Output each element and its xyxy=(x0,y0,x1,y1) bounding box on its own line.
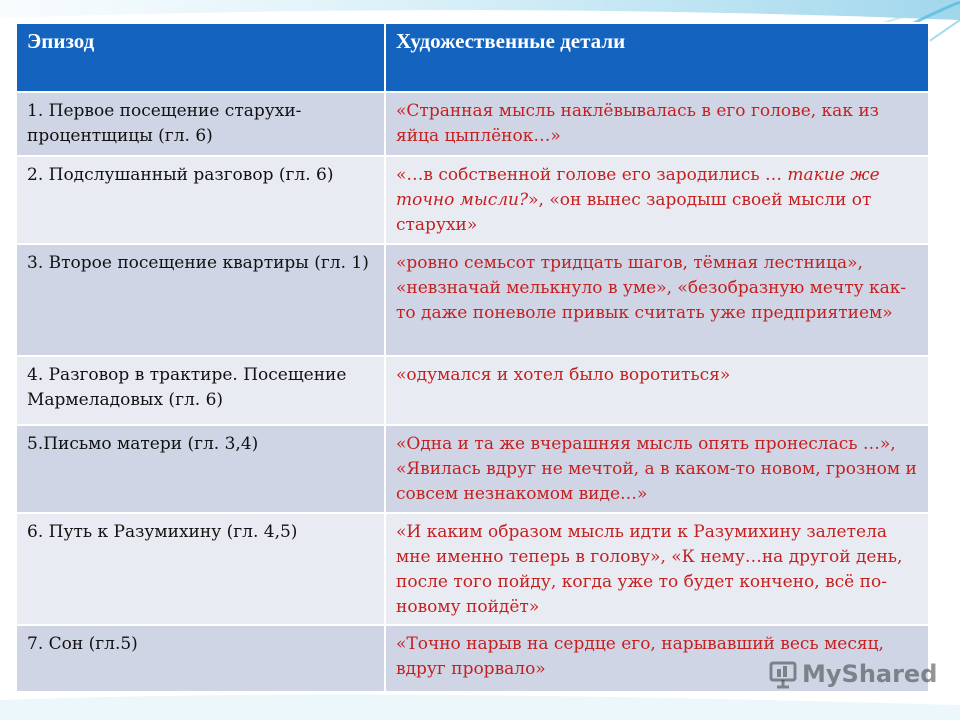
table-row xyxy=(16,513,929,625)
header-episode: Эпизод xyxy=(16,23,385,92)
watermark-text: MyShared xyxy=(802,660,938,688)
episode-cell: 6. Путь к Разумихину (гл. 4,5) xyxy=(16,513,385,625)
watermark-logo xyxy=(768,657,937,691)
details-cell: «Одна и та же вчерашняя мысль опять пронеслась …», «Явилась вдруг не мечтой, а в каком-то новом, грозном и совсем незнакомом виде…» xyxy=(385,425,929,513)
episode-cell: 7. Сон (гл.5) xyxy=(16,625,385,692)
details-part: «…в собственной голове его зародились … xyxy=(396,165,788,185)
details-cell: «Странная мысль наклёвывалась в его голове, как из яйца цыплёнок…» xyxy=(385,92,929,156)
episode-cell: 5.Письмо матери (гл. 3,4) xyxy=(16,425,385,513)
table-row xyxy=(16,425,929,513)
details-cell xyxy=(385,156,929,244)
details-cell: «одумался и хотел было воротиться» xyxy=(385,356,929,425)
table-row xyxy=(16,156,929,244)
table-row xyxy=(16,244,929,356)
details-cell: «Точно нарыв на сердце его, нарывавший весь месяц, вдруг прорвало» xyxy=(385,625,929,692)
details-part-italic: такие же точно мысли? xyxy=(396,165,880,210)
episode-cell: 1. Первое посещение старухи-процентщицы (гл. 6) xyxy=(16,92,385,156)
episode-cell: 4. Разговор в трактире. Посещение Мармеладовых (гл. 6) xyxy=(16,356,385,425)
episode-cell: 3. Второе посещение квартиры (гл. 1) xyxy=(16,244,385,356)
header-details: Художественные детали xyxy=(385,23,929,92)
episodes-table xyxy=(15,22,930,693)
table-row xyxy=(16,92,929,156)
details-part: », «он вынес зародыш своей мысли от старухи» xyxy=(396,190,872,235)
details-cell: «ровно семьсот тридцать шагов, тёмная лестница», «невзначай мелькнуло в уме», «безобразную мечту как-то даже поневоле привык считать уже предприятием» xyxy=(385,244,929,356)
table-row xyxy=(16,356,929,425)
table-header-row xyxy=(16,23,929,92)
details-cell: «И каким образом мысль идти к Разумихину залетела мне именно теперь в голову», «К нему…на другой день, после того пойду, когда уже то будет кончено, всё по-новому пойдёт» xyxy=(385,513,929,625)
presentation-icon xyxy=(768,659,798,689)
episode-cell: 2. Подслушанный разговор (гл. 6) xyxy=(16,156,385,244)
